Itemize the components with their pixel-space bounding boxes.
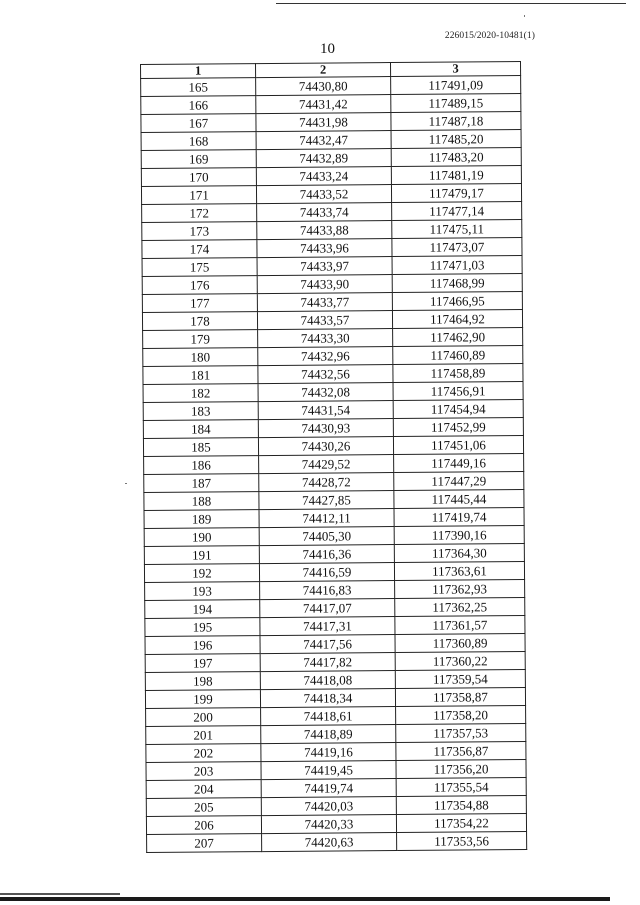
y-coordinate-cell: 117364,30 bbox=[394, 543, 524, 562]
x-coordinate-cell: 74433,96 bbox=[257, 239, 392, 258]
x-coordinate-cell: 74420,33 bbox=[261, 815, 396, 834]
x-coordinate-cell: 74419,16 bbox=[261, 743, 396, 762]
point-number-cell: 207 bbox=[147, 834, 262, 853]
table-row bbox=[142, 202, 522, 223]
y-coordinate-cell: 117471,03 bbox=[392, 256, 522, 275]
x-coordinate-cell: 74433,88 bbox=[257, 221, 392, 240]
column-header-1: 1 bbox=[141, 64, 256, 79]
table-row bbox=[141, 148, 521, 169]
table-row bbox=[145, 633, 525, 654]
point-number-cell: 188 bbox=[144, 492, 259, 511]
point-number-cell: 190 bbox=[144, 528, 259, 547]
scan-speck bbox=[524, 15, 525, 17]
column-header-3: 3 bbox=[390, 62, 520, 77]
table-row bbox=[141, 166, 521, 187]
point-number-cell: 206 bbox=[146, 816, 261, 835]
table-row bbox=[145, 651, 525, 672]
x-coordinate-cell: 74420,63 bbox=[262, 833, 397, 852]
point-number-cell: 169 bbox=[141, 150, 256, 169]
table-row bbox=[146, 795, 526, 816]
point-number-cell: 181 bbox=[143, 366, 258, 385]
point-number-cell: 182 bbox=[143, 384, 258, 403]
y-coordinate-cell: 117449,16 bbox=[394, 453, 524, 472]
y-coordinate-cell: 117483,20 bbox=[391, 148, 521, 167]
y-coordinate-cell: 117419,74 bbox=[394, 507, 524, 526]
y-coordinate-cell: 117481,19 bbox=[391, 166, 521, 185]
point-number-cell: 186 bbox=[144, 456, 259, 475]
point-number-cell: 191 bbox=[144, 546, 259, 565]
table-row bbox=[143, 436, 523, 457]
table-row bbox=[141, 112, 521, 133]
x-coordinate-cell: 74433,77 bbox=[257, 293, 392, 312]
point-number-cell: 192 bbox=[144, 564, 259, 583]
point-number-cell: 201 bbox=[146, 726, 261, 745]
y-coordinate-cell: 117479,17 bbox=[391, 184, 521, 203]
table-row bbox=[147, 831, 527, 852]
x-coordinate-cell: 74433,30 bbox=[258, 329, 393, 348]
point-number-cell: 172 bbox=[142, 204, 257, 223]
table-row bbox=[141, 94, 521, 115]
y-coordinate-cell: 117454,94 bbox=[393, 400, 523, 419]
point-number-cell: 171 bbox=[141, 186, 256, 205]
y-coordinate-cell: 117466,95 bbox=[392, 292, 522, 311]
x-coordinate-cell: 74430,93 bbox=[258, 419, 393, 438]
table-row bbox=[142, 310, 522, 331]
table-row bbox=[146, 723, 526, 744]
y-coordinate-cell: 117356,20 bbox=[396, 759, 526, 778]
y-coordinate-cell: 117363,61 bbox=[394, 561, 524, 580]
x-coordinate-cell: 74419,74 bbox=[261, 779, 396, 798]
table-row bbox=[144, 543, 524, 564]
y-coordinate-cell: 117357,53 bbox=[396, 723, 526, 742]
point-number-cell: 184 bbox=[143, 420, 258, 439]
point-number-cell: 177 bbox=[142, 294, 257, 313]
top-rule bbox=[276, 3, 626, 4]
x-coordinate-cell: 74418,08 bbox=[260, 671, 395, 690]
x-coordinate-cell: 74433,57 bbox=[257, 311, 392, 330]
table-row bbox=[146, 813, 526, 834]
table-row bbox=[142, 274, 522, 295]
x-coordinate-cell: 74433,74 bbox=[257, 203, 392, 222]
table-row bbox=[142, 220, 522, 241]
x-coordinate-cell: 74432,96 bbox=[258, 347, 393, 366]
y-coordinate-cell: 117362,25 bbox=[395, 597, 525, 616]
scan-edge-mark bbox=[0, 893, 120, 895]
x-coordinate-cell: 74433,97 bbox=[257, 257, 392, 276]
x-coordinate-cell: 74428,72 bbox=[259, 473, 394, 492]
x-coordinate-cell: 74427,85 bbox=[259, 491, 394, 510]
x-coordinate-cell: 74432,89 bbox=[256, 149, 391, 168]
y-coordinate-cell: 117353,56 bbox=[397, 831, 527, 850]
y-coordinate-cell: 117473,07 bbox=[392, 238, 522, 257]
y-coordinate-cell: 117362,93 bbox=[395, 579, 525, 598]
table-row bbox=[144, 489, 524, 510]
x-coordinate-cell: 74417,07 bbox=[260, 599, 395, 618]
point-number-cell: 173 bbox=[142, 222, 257, 241]
x-coordinate-cell: 74433,24 bbox=[256, 167, 391, 186]
table-row bbox=[146, 741, 526, 762]
point-number-cell: 175 bbox=[142, 258, 257, 277]
y-coordinate-cell: 117477,14 bbox=[392, 202, 522, 221]
table-row bbox=[145, 579, 525, 600]
point-number-cell: 179 bbox=[143, 330, 258, 349]
point-number-cell: 194 bbox=[145, 600, 260, 619]
y-coordinate-cell: 117445,44 bbox=[394, 489, 524, 508]
x-coordinate-cell: 74405,30 bbox=[259, 527, 394, 546]
point-number-cell: 202 bbox=[146, 744, 261, 763]
x-coordinate-cell: 74431,42 bbox=[256, 95, 391, 114]
x-coordinate-cell: 74432,08 bbox=[258, 383, 393, 402]
table-row bbox=[145, 687, 525, 708]
x-coordinate-cell: 74418,34 bbox=[260, 689, 395, 708]
table-row bbox=[143, 382, 523, 403]
y-coordinate-cell: 117460,89 bbox=[393, 346, 523, 365]
x-coordinate-cell: 74412,11 bbox=[259, 509, 394, 528]
x-coordinate-cell: 74417,31 bbox=[260, 617, 395, 636]
point-number-cell: 168 bbox=[141, 132, 256, 151]
y-coordinate-cell: 117359,54 bbox=[395, 669, 525, 688]
y-coordinate-cell: 117447,29 bbox=[394, 471, 524, 490]
y-coordinate-cell: 117361,57 bbox=[395, 615, 525, 634]
y-coordinate-cell: 117360,22 bbox=[395, 651, 525, 670]
point-number-cell: 195 bbox=[145, 618, 260, 637]
table-row bbox=[144, 453, 524, 474]
table-row bbox=[146, 777, 526, 798]
table-row bbox=[144, 471, 524, 492]
point-number-cell: 170 bbox=[141, 168, 256, 187]
x-coordinate-cell: 74417,56 bbox=[260, 635, 395, 654]
x-coordinate-cell: 74430,80 bbox=[256, 77, 391, 96]
table-row bbox=[141, 76, 521, 97]
page-number: 10 bbox=[320, 41, 335, 57]
point-number-cell: 183 bbox=[143, 402, 258, 421]
y-coordinate-cell: 117487,18 bbox=[391, 112, 521, 131]
x-coordinate-cell: 74416,59 bbox=[259, 563, 394, 582]
table-row bbox=[145, 597, 525, 618]
y-coordinate-cell: 117452,99 bbox=[393, 418, 523, 437]
point-number-cell: 178 bbox=[142, 312, 257, 331]
point-number-cell: 174 bbox=[142, 240, 257, 259]
table-row bbox=[144, 561, 524, 582]
table-row bbox=[146, 705, 526, 726]
x-coordinate-cell: 74417,82 bbox=[260, 653, 395, 672]
scan-speck bbox=[125, 483, 127, 484]
y-coordinate-cell: 117485,20 bbox=[391, 130, 521, 149]
x-coordinate-cell: 74418,61 bbox=[261, 707, 396, 726]
x-coordinate-cell: 74431,54 bbox=[258, 401, 393, 420]
point-number-cell: 205 bbox=[146, 798, 261, 817]
table-row bbox=[143, 364, 523, 385]
y-coordinate-cell: 117475,11 bbox=[392, 220, 522, 239]
point-number-cell: 180 bbox=[143, 348, 258, 367]
x-coordinate-cell: 74433,90 bbox=[257, 275, 392, 294]
y-coordinate-cell: 117355,54 bbox=[396, 777, 526, 796]
y-coordinate-cell: 117390,16 bbox=[394, 525, 524, 544]
table-row bbox=[141, 184, 521, 205]
y-coordinate-cell: 117489,15 bbox=[391, 94, 521, 113]
table-row bbox=[144, 525, 524, 546]
table-row bbox=[143, 418, 523, 439]
table-row bbox=[146, 759, 526, 780]
point-number-cell: 165 bbox=[141, 78, 256, 97]
point-number-cell: 198 bbox=[145, 672, 260, 691]
point-number-cell: 204 bbox=[146, 780, 261, 799]
point-number-cell: 203 bbox=[146, 762, 261, 781]
y-coordinate-cell: 117451,06 bbox=[393, 436, 523, 455]
x-coordinate-cell: 74416,83 bbox=[260, 581, 395, 600]
point-number-cell: 193 bbox=[145, 582, 260, 601]
y-coordinate-cell: 117462,90 bbox=[393, 328, 523, 347]
document-id: 226015/2020-10481(1) bbox=[444, 31, 535, 41]
point-number-cell: 166 bbox=[141, 96, 256, 115]
table-row bbox=[143, 328, 523, 349]
x-coordinate-cell: 74418,89 bbox=[261, 725, 396, 744]
point-number-cell: 189 bbox=[144, 510, 259, 529]
table-row bbox=[145, 669, 525, 690]
x-coordinate-cell: 74431,98 bbox=[256, 113, 391, 132]
x-coordinate-cell: 74429,52 bbox=[259, 455, 394, 474]
x-coordinate-cell: 74433,52 bbox=[256, 185, 391, 204]
x-coordinate-cell: 74420,03 bbox=[261, 797, 396, 816]
x-coordinate-cell: 74432,47 bbox=[256, 131, 391, 150]
table-row bbox=[142, 256, 522, 277]
scan-edge-bar bbox=[0, 897, 610, 901]
table-row bbox=[142, 238, 522, 259]
point-number-cell: 185 bbox=[143, 438, 258, 457]
coordinates-table bbox=[140, 61, 527, 853]
point-number-cell: 197 bbox=[145, 654, 260, 673]
x-coordinate-cell: 74430,26 bbox=[258, 437, 393, 456]
y-coordinate-cell: 117468,99 bbox=[392, 274, 522, 293]
x-coordinate-cell: 74432,56 bbox=[258, 365, 393, 384]
point-number-cell: 187 bbox=[144, 474, 259, 493]
point-number-cell: 167 bbox=[141, 114, 256, 133]
table-row bbox=[143, 400, 523, 421]
y-coordinate-cell: 117358,87 bbox=[395, 687, 525, 706]
table-row bbox=[145, 615, 525, 636]
table-row bbox=[144, 507, 524, 528]
point-number-cell: 200 bbox=[146, 708, 261, 727]
table-row bbox=[142, 292, 522, 313]
y-coordinate-cell: 117456,91 bbox=[393, 382, 523, 401]
x-coordinate-cell: 74419,45 bbox=[261, 761, 396, 780]
y-coordinate-cell: 117458,89 bbox=[393, 364, 523, 383]
y-coordinate-cell: 117464,92 bbox=[392, 310, 522, 329]
point-number-cell: 196 bbox=[145, 636, 260, 655]
table-row bbox=[141, 130, 521, 151]
column-header-2: 2 bbox=[256, 63, 391, 78]
point-number-cell: 199 bbox=[145, 690, 260, 709]
y-coordinate-cell: 117354,88 bbox=[396, 795, 526, 814]
y-coordinate-cell: 117356,87 bbox=[396, 741, 526, 760]
table-row bbox=[143, 346, 523, 367]
y-coordinate-cell: 117360,89 bbox=[395, 633, 525, 652]
x-coordinate-cell: 74416,36 bbox=[259, 545, 394, 564]
y-coordinate-cell: 117358,20 bbox=[396, 705, 526, 724]
y-coordinate-cell: 117491,09 bbox=[391, 76, 521, 95]
point-number-cell: 176 bbox=[142, 276, 257, 295]
y-coordinate-cell: 117354,22 bbox=[396, 813, 526, 832]
